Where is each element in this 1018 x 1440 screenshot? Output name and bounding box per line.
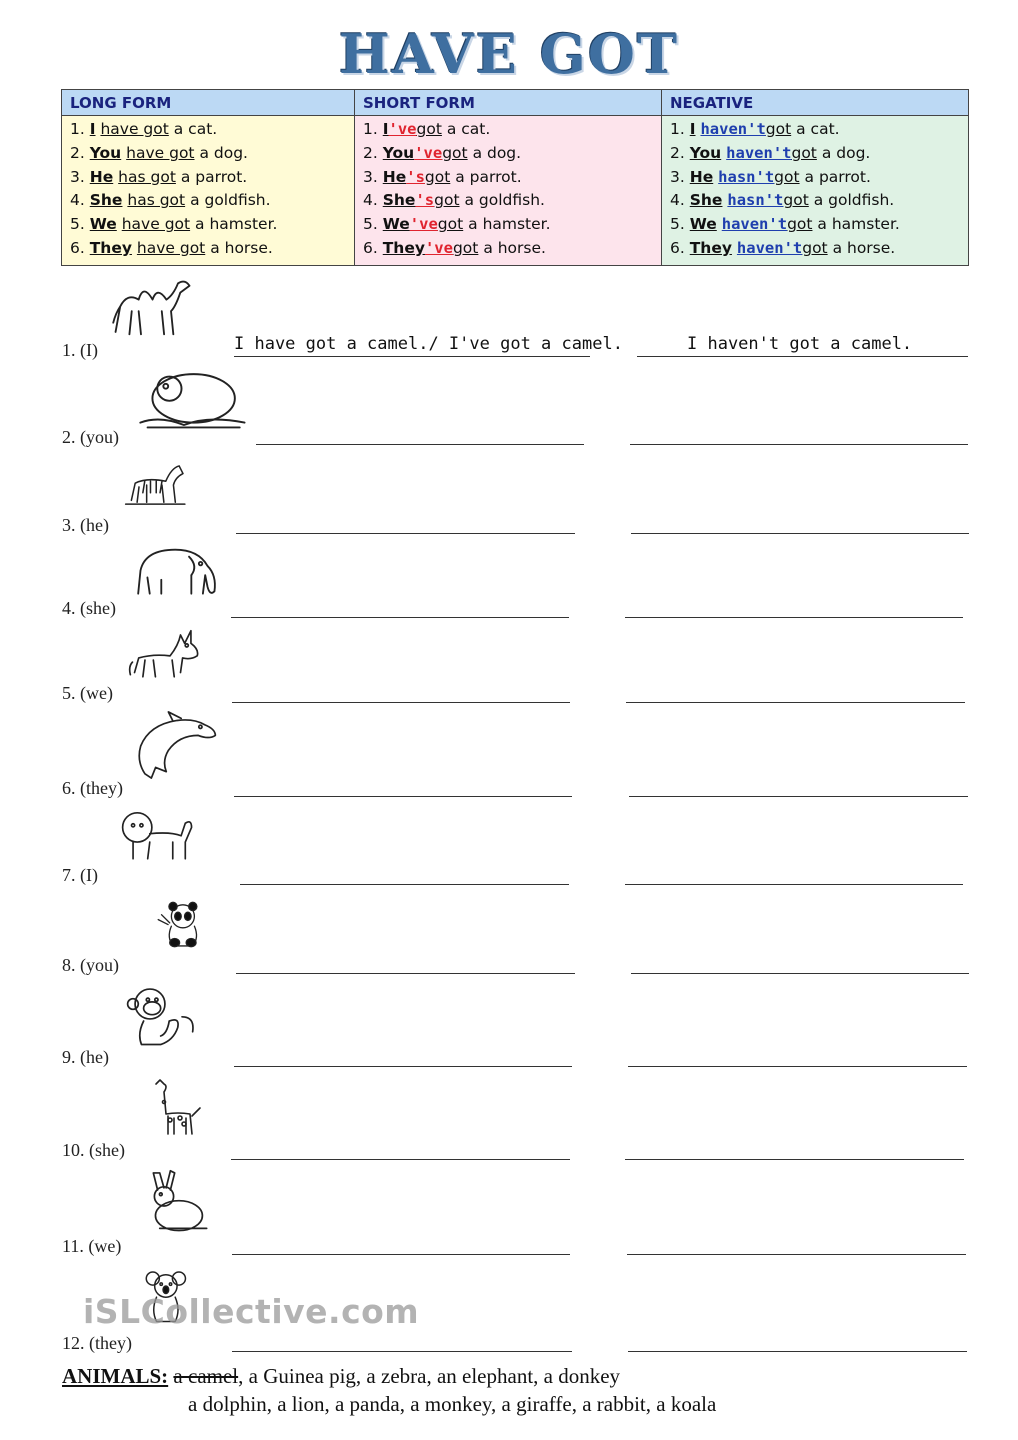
subject: You <box>689 143 722 162</box>
subject: I <box>89 120 96 138</box>
animals-label: ANIMALS: <box>62 1364 169 1388</box>
subject: He <box>382 167 407 186</box>
exercise-prompt: 6. (they) <box>62 778 123 798</box>
long-form-line <box>70 189 346 213</box>
verb: got <box>416 120 442 138</box>
verb: has got <box>118 167 176 186</box>
answer-field-negative[interactable] <box>628 1066 967 1067</box>
object: a horse. <box>210 238 273 257</box>
animals-word-box <box>62 1362 716 1418</box>
answer-field-positive[interactable] <box>234 1066 572 1067</box>
negative-line <box>670 166 960 190</box>
long-form-line <box>70 118 346 142</box>
verb: got <box>434 191 460 210</box>
object: a cat. <box>796 120 840 138</box>
subject: He <box>89 167 114 186</box>
line-number: 3. <box>363 167 378 186</box>
answer-field-negative[interactable] <box>626 702 965 703</box>
verb: have got <box>136 238 206 257</box>
verb: got <box>452 238 479 257</box>
object: a cat. <box>446 120 491 138</box>
verb: got <box>802 238 828 257</box>
lion-icon <box>108 800 202 882</box>
line-number: 5. <box>70 215 85 234</box>
answer-field-negative[interactable] <box>629 796 968 797</box>
negation: haven't <box>726 143 792 162</box>
object: a parrot. <box>455 167 522 186</box>
answer-field-positive[interactable] <box>231 1159 570 1160</box>
answer-field-positive[interactable] <box>234 356 590 357</box>
verb: got <box>787 215 813 234</box>
line-number: 2. <box>70 143 85 162</box>
monkey-icon <box>118 980 214 1060</box>
verb: got <box>442 143 468 162</box>
answer-field-positive[interactable] <box>236 533 575 534</box>
rabbit-icon <box>132 1160 228 1252</box>
contraction: 've <box>409 215 438 234</box>
object: a dog. <box>472 143 522 162</box>
line-number: 3. <box>70 167 85 186</box>
contraction: 's <box>415 191 435 210</box>
negation: haven't <box>736 238 803 257</box>
line-number: 5. <box>670 215 685 234</box>
subject: We <box>689 215 717 234</box>
answer-field-positive[interactable] <box>231 617 569 618</box>
donkey-icon <box>122 618 216 700</box>
answer-field-positive[interactable] <box>232 1351 572 1352</box>
short-form-line <box>363 189 653 213</box>
negative-line <box>670 142 960 166</box>
object: a goldfish. <box>813 191 895 210</box>
header-negative: NEGATIVE <box>662 90 969 116</box>
verb: got <box>791 143 817 162</box>
exercise-prompt: 11. (we) <box>62 1236 122 1256</box>
object: a hamster. <box>468 215 551 234</box>
exercise-prompt: 9. (he) <box>62 1047 109 1067</box>
object: a parrot. <box>804 167 871 186</box>
exercise-prompt: 5. (we) <box>62 683 113 703</box>
answer-field-negative[interactable] <box>630 444 968 445</box>
answer-field-positive[interactable] <box>232 1254 570 1255</box>
subject: We <box>89 215 117 234</box>
exercise-prompt: 3. (he) <box>62 515 109 535</box>
exercise-prompt: 7. (I) <box>62 865 98 885</box>
verb: got <box>424 167 451 186</box>
subject: You <box>382 143 415 162</box>
negative-column <box>662 116 969 266</box>
answer-field-positive[interactable] <box>234 796 572 797</box>
line-number: 1. <box>363 120 378 138</box>
answer-field-negative[interactable] <box>631 533 969 534</box>
verb: has got <box>127 191 186 210</box>
subject: She <box>382 191 416 210</box>
elephant-icon <box>122 534 226 614</box>
dolphin-icon <box>130 703 226 787</box>
line-number: 6. <box>670 238 685 257</box>
verb: have got <box>100 120 169 138</box>
verb: got <box>765 120 792 138</box>
line-number: 3. <box>670 167 685 186</box>
header-long-form: LONG FORM <box>62 90 355 116</box>
line-number: 2. <box>363 143 378 162</box>
line-number: 5. <box>363 215 378 234</box>
subject: They <box>689 238 732 257</box>
answer-field-positive[interactable] <box>240 884 569 885</box>
short-form-line <box>363 213 653 237</box>
answer-field-negative[interactable] <box>625 1159 964 1160</box>
answer-field-negative[interactable] <box>631 973 969 974</box>
exercise-prompt: 10. (she) <box>62 1140 125 1160</box>
object: a cat. <box>173 120 218 138</box>
negative-line <box>670 118 960 142</box>
camel-icon <box>104 266 208 354</box>
negative-line <box>670 237 960 261</box>
page-title: HAVE GOT <box>338 22 680 86</box>
subject: I <box>689 120 696 138</box>
subject: We <box>382 215 410 234</box>
zebra-icon <box>118 447 204 525</box>
subject: They <box>382 238 425 257</box>
short-form-line <box>363 237 653 261</box>
object: a parrot. <box>180 167 248 186</box>
example-answer-positive: I have got a camel./ I've got a camel. <box>234 334 623 354</box>
line-number: 6. <box>363 238 378 257</box>
line-number: 2. <box>670 143 685 162</box>
guinea-pig-icon <box>128 362 252 442</box>
subject: They <box>89 238 132 257</box>
long-form-line <box>70 166 346 190</box>
giraffe-icon <box>134 1066 224 1156</box>
long-form-line <box>70 213 346 237</box>
grammar-table <box>61 89 969 266</box>
subject: She <box>689 191 723 210</box>
exercise-prompt: 8. (you) <box>62 955 119 975</box>
animals-line-2: a dolphin, a lion, a panda, a monkey, a giraffe, a rabbit, a koala <box>188 1392 717 1416</box>
negative-line <box>670 189 960 213</box>
contraction: 've <box>414 143 443 162</box>
negation: hasn't <box>718 167 775 186</box>
object: a hamster. <box>817 215 900 234</box>
example-answer-negative: I haven't got a camel. <box>687 334 913 354</box>
watermark: iSLCollective.com <box>83 1292 420 1331</box>
long-form-line <box>70 142 346 166</box>
verb: got <box>437 215 464 234</box>
short-form-line <box>363 118 653 142</box>
exercise-prompt: 12. (they) <box>62 1333 132 1353</box>
answer-field-positive[interactable] <box>232 702 570 703</box>
subject: She <box>89 191 123 210</box>
panda-icon <box>150 886 224 968</box>
animals-line-1: , a Guinea pig, a zebra, an elephant, a donkey <box>238 1364 621 1388</box>
negation: haven't <box>721 215 788 234</box>
exercise-prompt: 2. (you) <box>62 427 119 447</box>
exercise-prompt: 1. (I) <box>62 340 98 360</box>
exercise-prompt: 4. (she) <box>62 598 116 618</box>
line-number: 4. <box>670 191 685 210</box>
verb: got <box>774 167 800 186</box>
line-number: 1. <box>670 120 685 138</box>
answer-field-negative[interactable] <box>625 617 963 618</box>
object: a dog. <box>821 143 871 162</box>
answer-field-negative[interactable] <box>628 1351 967 1352</box>
verb: got <box>783 191 809 210</box>
long-form-column <box>62 116 355 266</box>
line-number: 1. <box>70 120 85 138</box>
header-short-form: SHORT FORM <box>355 90 662 116</box>
verb: have got <box>121 215 191 234</box>
object: a dog. <box>199 143 248 162</box>
answer-field-negative[interactable] <box>637 356 968 357</box>
answer-field-positive[interactable] <box>236 973 575 974</box>
negation: haven't <box>700 120 766 138</box>
negative-line <box>670 213 960 237</box>
negation: hasn't <box>727 191 784 210</box>
contraction: 've <box>424 238 453 257</box>
object: a horse. <box>483 238 546 257</box>
object: a goldfish. <box>464 191 545 210</box>
line-number: 4. <box>363 191 378 210</box>
short-form-column <box>355 116 662 266</box>
subject: He <box>689 167 714 186</box>
contraction: 've <box>388 120 417 138</box>
answer-field-negative[interactable] <box>627 1254 966 1255</box>
subject: You <box>89 143 122 162</box>
short-form-line <box>363 142 653 166</box>
contraction: 's <box>406 167 425 186</box>
subject: I <box>382 120 389 138</box>
short-form-line <box>363 166 653 190</box>
object: a goldfish. <box>190 191 271 210</box>
verb: have got <box>126 143 195 162</box>
animals-used-word: a camel <box>173 1364 239 1388</box>
answer-field-negative[interactable] <box>625 884 963 885</box>
line-number: 6. <box>70 238 85 257</box>
line-number: 4. <box>70 191 85 210</box>
answer-field-positive[interactable] <box>256 444 584 445</box>
object: a horse. <box>832 238 896 257</box>
object: a hamster. <box>195 215 278 234</box>
long-form-line <box>70 237 346 261</box>
